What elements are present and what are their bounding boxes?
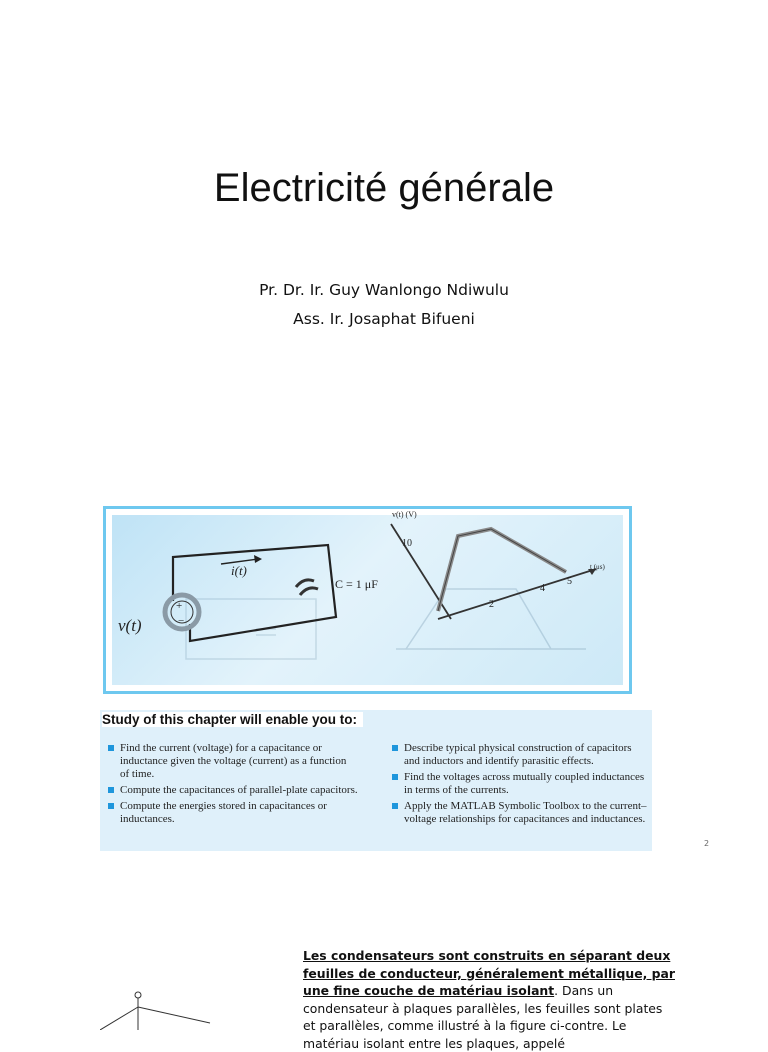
minus-sign: − [178, 615, 185, 627]
slide2-bold-text: Les condensateurs sont construits en séparant deux feuilles de conducteur, généralement métallique, par une fine couche de matériau isolant [303, 948, 675, 998]
page-title: Electricité générale [213, 166, 555, 210]
bullet-square-icon [392, 745, 398, 751]
bullet-square-icon [108, 745, 114, 751]
graph-y-label: v(t) (V) [392, 510, 417, 519]
capacitor-plates-figure [100, 985, 300, 1030]
objective-item: Compute the energies stored in capacitances or inductances. [108, 800, 358, 826]
current-arrow-icon [254, 555, 262, 563]
objectives-left-column [108, 742, 358, 829]
bullet-square-icon [392, 803, 398, 809]
bullet-square-icon [108, 803, 114, 809]
graph-x-tick: 5 [567, 576, 572, 587]
author-primary: Pr. Dr. Ir. Guy Wanlongo Ndiwulu [259, 281, 509, 299]
graph-x-tick: 4 [540, 583, 545, 594]
learning-objectives-box [100, 710, 652, 851]
circuit-illustration [106, 509, 629, 691]
bullet-square-icon [108, 787, 114, 793]
graph-x-label: t (μs) [590, 563, 605, 571]
objective-item: Find the current (voltage) for a capacitance or inductance given the voltage (current) as a function of time. [108, 742, 358, 781]
objectives-heading: Study of this chapter will enable you to: [102, 712, 363, 727]
graph-x-tick: 2 [489, 599, 494, 610]
page-number: 2 [704, 839, 710, 848]
objective-item: Find the voltages across mutually coupled inductances in terms of the currents. [392, 771, 648, 797]
graph-x-axis [438, 569, 596, 619]
source-label: v(t) [118, 616, 142, 635]
chapter-banner-image [103, 506, 632, 694]
graph-y-axis [391, 524, 451, 619]
capacitor-label: C = 1 μF [335, 577, 378, 591]
slide2-paragraph [303, 947, 678, 1052]
objective-item: Describe typical physical construction of capacitors and inductors and identify parasitic effects. [392, 742, 648, 768]
slide2-body-text: . Dans un condensateur à plaques parallèles, les feuilles sont plates et parallèles, comme illustré à la figure ci-contre. Le matériau isolant entre les plaques, appelé [303, 983, 663, 1051]
objective-item: Compute the capacitances of parallel-plate capacitors. [108, 784, 358, 797]
capacitor-icon [296, 580, 314, 587]
current-label: i(t) [231, 563, 247, 578]
objectives-right-column [392, 742, 648, 829]
author-assistant: Ass. Ir. Josaphat Bifueni [293, 310, 475, 328]
plus-sign: + [176, 600, 183, 612]
objective-item: Apply the MATLAB Symbolic Toolbox to the current–voltage relationships for capacitances and inductances. [392, 800, 648, 826]
bullet-square-icon [392, 774, 398, 780]
graph-y-tick: 10 [402, 538, 412, 549]
